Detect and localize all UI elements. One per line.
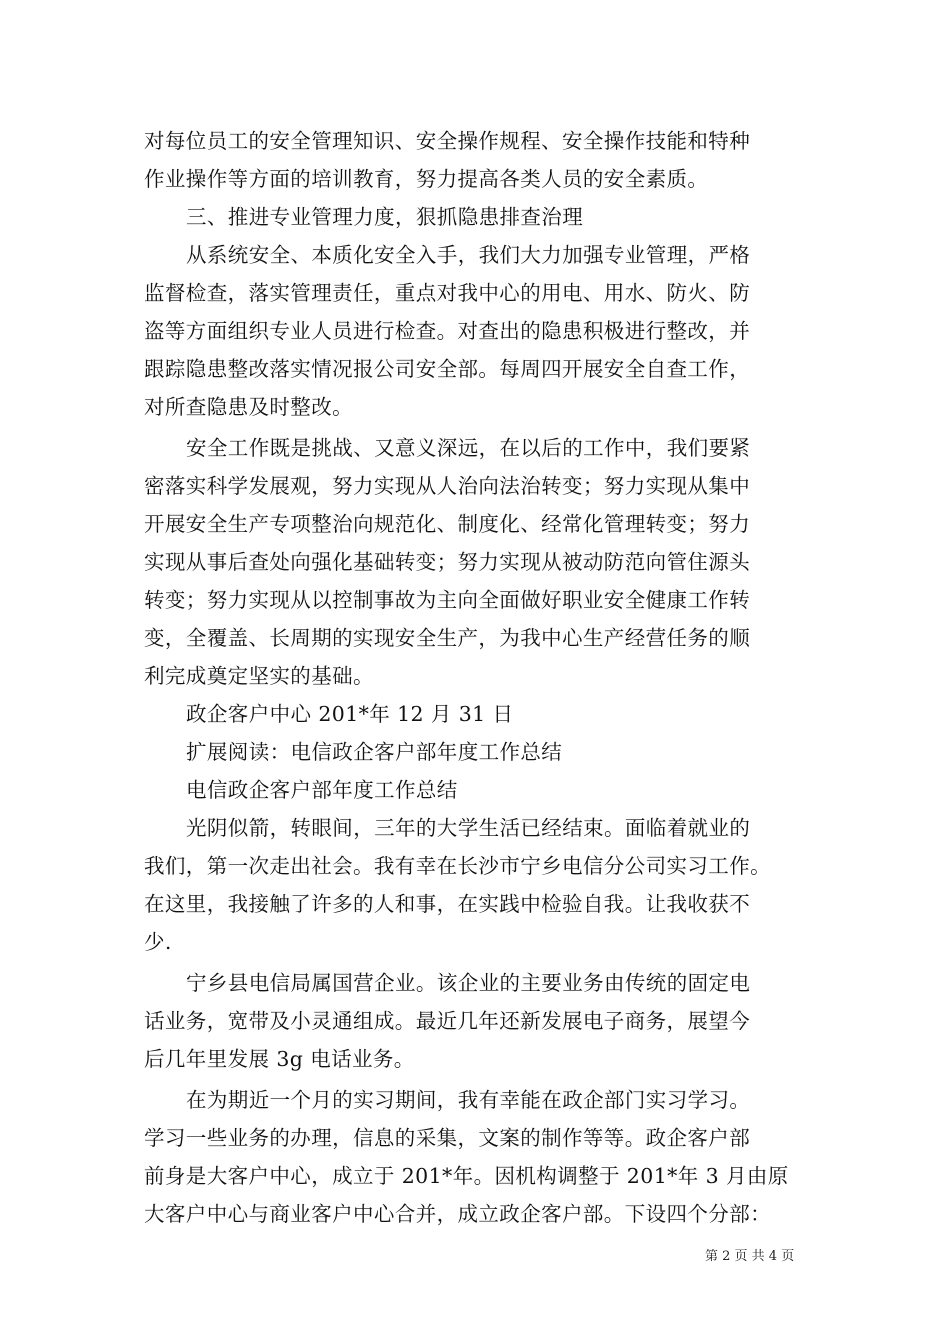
- document-body: [144, 122, 824, 1233]
- signature-date: 政企客户中心 201*年 12 月 31 日: [186, 702, 514, 726]
- text-line: 作业操作等方面的培训教育，努力提高各类人员的安全素质。: [144, 167, 709, 191]
- text-line: 密落实科学发展观，努力实现从人治向法治转变；努力实现从集中: [144, 474, 751, 498]
- page-number: 第 2 页 共 4 页: [705, 1249, 795, 1264]
- subtitle: 电信政企客户部年度工作总结: [186, 778, 458, 802]
- text-line: 跟踪隐患整改落实情况报公司安全部。每周四开展安全自查工作，: [144, 357, 751, 381]
- extended-reading-label: 扩展阅读：电信政企客户部年度工作总结: [186, 740, 563, 764]
- text-line: 监督检查，落实管理责任，重点对我中心的用电、用水、防火、防: [144, 281, 751, 305]
- text-line: 安全工作既是挑战、又意义深远，在以后的工作中，我们要紧: [186, 436, 751, 460]
- text-line: 转变；努力实现从以控制事故为主向全面做好职业安全健康工作转: [144, 588, 751, 612]
- section-heading: 三、推进专业管理力度，狠抓隐患排查治理: [186, 205, 584, 229]
- text-line: 对每位员工的安全管理知识、安全操作规程、安全操作技能和特种: [144, 129, 751, 153]
- text-line: 实现从事后查处向强化基础转变；努力实现从被动防范向管住源头: [144, 550, 751, 574]
- text-line: 变，全覆盖、长周期的实现安全生产，为我中心生产经营任务的顺: [144, 626, 751, 650]
- text-line: 大客户中心与商业客户中心合并，成立政企客户部。下设四个分部：: [144, 1202, 771, 1226]
- text-line: 我们，第一次走出社会。我有幸在长沙市宁乡电信分公司实习工作。: [144, 854, 771, 878]
- text-line: 宁乡县电信局属国营企业。该企业的主要业务由传统的固定电: [186, 971, 751, 995]
- text-line: 利完成奠定坚实的基础。: [144, 664, 374, 688]
- text-line: 对所查隐患及时整改。: [144, 395, 353, 419]
- text-line: 盗等方面组织专业人员进行检查。对查出的隐患积极进行整改，并: [144, 319, 751, 343]
- text-line: 少.: [144, 930, 172, 954]
- text-line: 在为期近一个月的实习期间，我有幸能在政企部门实习学习。: [186, 1088, 751, 1112]
- text-line: 从系统安全、本质化安全入手，我们大力加强专业管理，严格: [186, 243, 751, 267]
- text-line: 开展安全生产专项整治向规范化、制度化、经常化管理转变；努力: [144, 512, 751, 536]
- text-line: 学习一些业务的办理，信息的采集，文案的制作等等。政企客户部: [144, 1126, 751, 1150]
- text-line: 话业务，宽带及小灵通组成。最近几年还新发展电子商务，展望今: [144, 1009, 751, 1033]
- text-line: 后几年里发展 3g 电话业务。: [144, 1047, 415, 1071]
- text-line: 前身是大客户中心，成立于 201*年。因机构调整于 201*年 3 月由原: [144, 1164, 789, 1188]
- text-line: 在这里，我接触了许多的人和事，在实践中检验自我。让我收获不: [144, 892, 751, 916]
- text-line: 光阴似箭，转眼间，三年的大学生活已经结束。面临着就业的: [186, 816, 751, 840]
